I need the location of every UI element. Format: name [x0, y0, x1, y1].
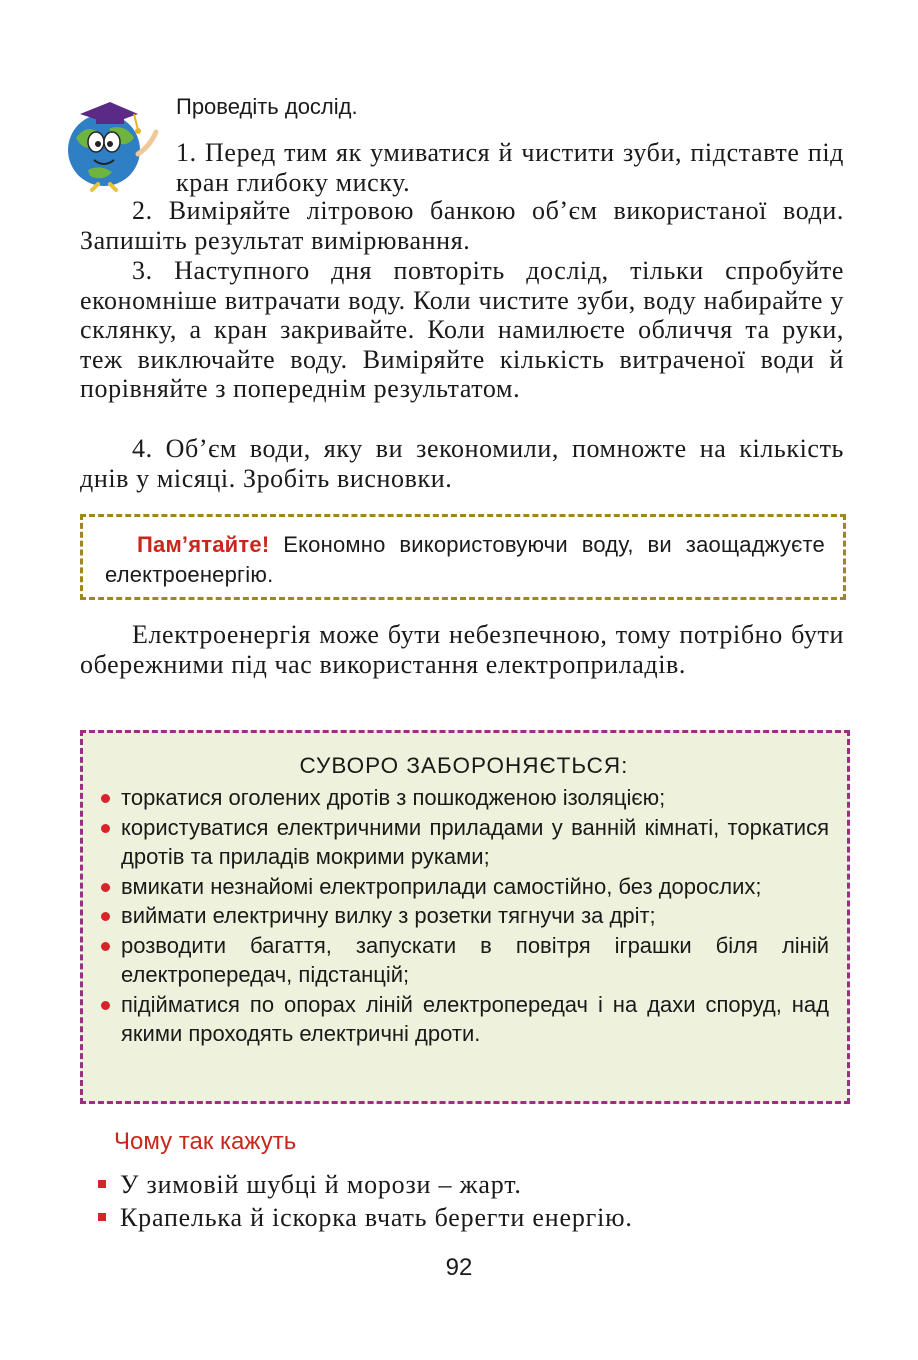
proverbs-title: Чому так кажуть: [114, 1128, 297, 1155]
forbidden-title: СУВОРО ЗАБОРОНЯЄТЬСЯ:: [299, 753, 629, 778]
forbidden-box: [80, 730, 850, 1104]
list-item-text: виймати електричну вилку з розетки тягнучи за дріт;: [121, 903, 656, 928]
list-item: [99, 783, 829, 813]
list-item: [99, 872, 829, 902]
experiment-step-1: 1. Перед тим як умиватися й чистити зуби, підставте під кран глибоку миску.: [176, 138, 844, 197]
list-item: [99, 990, 829, 1049]
list-item-text: користуватися електричними приладами у ванній кімнаті, торкатися дротів та приладів мокрими руками;: [121, 814, 829, 869]
forbidden-list: [99, 783, 829, 1049]
proverb-text: Крапелька й іскорка вчать берегти енергію.: [120, 1203, 633, 1232]
list-item-text: вмикати незнайомі електроприлади самостійно, без дорослих;: [121, 873, 762, 899]
bullet-icon: [101, 1001, 110, 1010]
remember-label: Пам’ятайте!: [137, 532, 270, 557]
danger-paragraph: Електроенергія може бути небезпечною, тому потрібно бути обережними під час використання електроприладів.: [80, 620, 844, 679]
proverb-text: У зимовій шубці й морози – жарт.: [120, 1170, 522, 1199]
remember-text: [105, 530, 825, 590]
experiment-title: Проведіть дослід.: [176, 94, 358, 119]
remember-box: [80, 514, 846, 600]
proverbs-list: [96, 1168, 633, 1234]
bullet-icon: [101, 883, 110, 892]
square-bullet-icon: [98, 1180, 106, 1188]
bullet-icon: [101, 942, 110, 951]
experiment-step-2: 2. Виміряйте літровою банкою об’єм використаної води. Запишіть результат вимірювання.: [80, 196, 844, 255]
list-item: [99, 901, 829, 931]
list-item: [96, 1168, 633, 1201]
list-item: [99, 931, 829, 990]
experiment-step-4: 4. Об’єм води, яку ви зекономили, помножте на кількість днів у місяці. Зробіть висновки.: [80, 434, 844, 493]
bullet-icon: [101, 794, 110, 803]
remember-body: Економно використовуючи воду, ви заощаджуєте електроенергію.: [105, 532, 825, 587]
list-item: [96, 1201, 633, 1234]
list-item-text: торкатися оголених дротів з пошкодженою ізоляцією;: [121, 785, 666, 810]
square-bullet-icon: [98, 1213, 106, 1221]
list-item: [99, 813, 829, 872]
experiment-step-3: 3. Наступного дня повторіть дослід, тільки спробуйте економніше витрачати воду. Коли чистите зуби, воду набирайте у склянку, а кран закривайте. Коли намилюєте обличчя та руки, теж виключайте воду. Виміряйте кількість витраченої води й порівняйте з попереднім результатом.: [80, 256, 844, 403]
bullet-icon: [101, 912, 110, 921]
globe-professor-icon: [54, 84, 162, 192]
list-item-text: підійматися по опорах ліній електропередач і на дахи споруд, над якими проходять електричні дроти.: [121, 991, 829, 1046]
list-item-text: розводити багаття, запускати в повітря іграшки біля ліній електропередач, підстанцій;: [121, 932, 829, 987]
bullet-icon: [101, 824, 110, 833]
page-number: 92: [445, 1254, 473, 1281]
